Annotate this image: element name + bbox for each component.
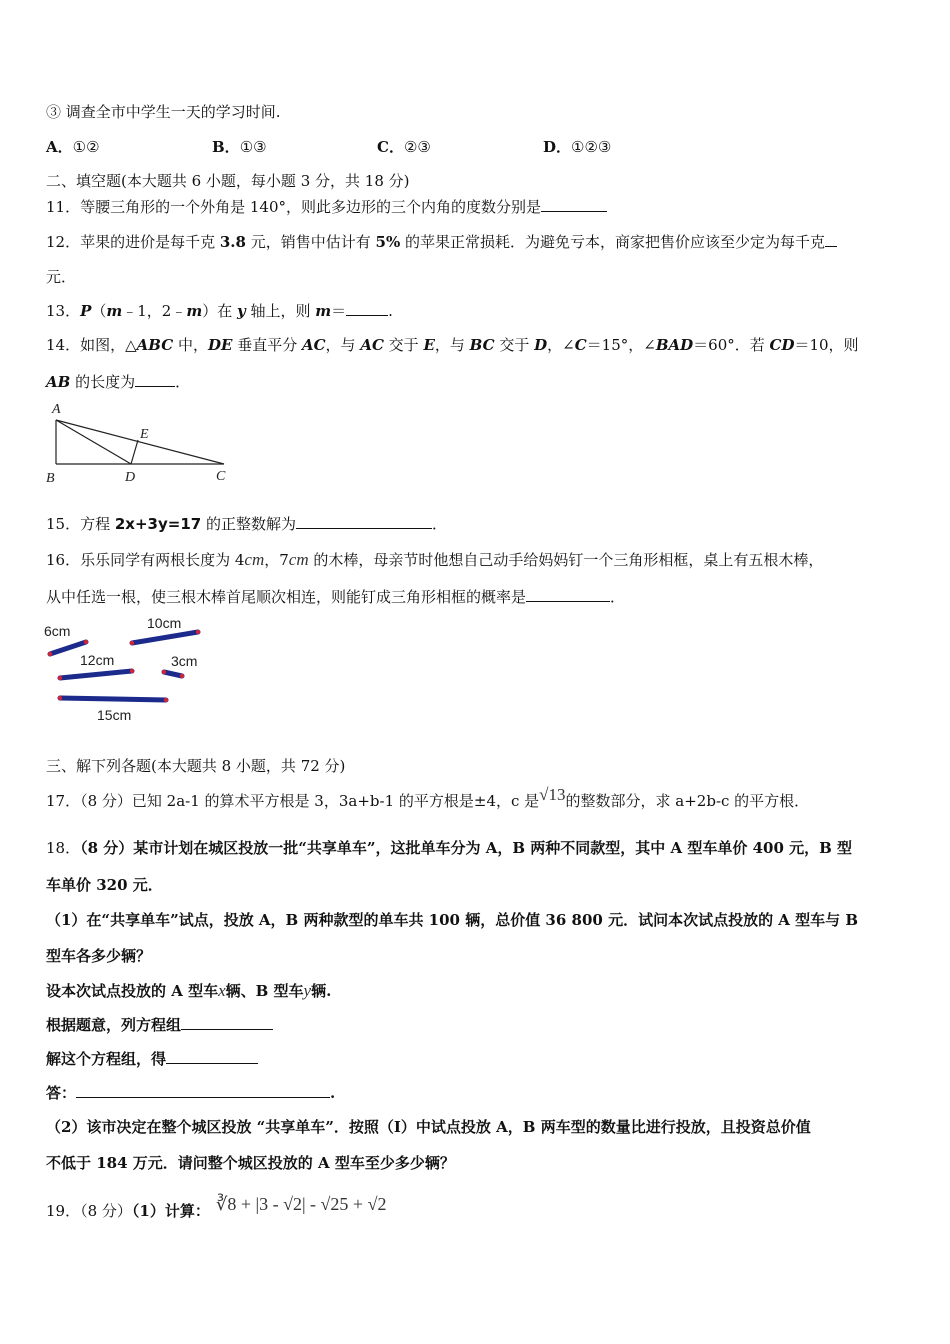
section3-heading: 三、解下列各题(本大题共 8 小题，共 72 分)	[46, 757, 346, 775]
q14-line1: 14．如图，△ABC 中，DE 垂直平分 AC，与 AC 交于 E，与 BC 交于 D，∠C＝15°，∠BAD＝60°．若 CD＝10，则	[46, 336, 859, 354]
q13: 13．P（m﹣1，2﹣m）在 y 轴上，则 m＝ .	[46, 302, 393, 320]
section2-heading: 二、填空题(本大题共 6 小题，每小题 3 分，共 18 分)	[46, 172, 410, 190]
sticks-figure	[40, 612, 230, 730]
stick-10cm	[132, 632, 198, 643]
q17: 17．（8 分）已知 2a-1 的算术平方根是 3，3a+b-1 的平方根是±4，c 是√13的整数部分，求 a+2b-c 的平方根．	[46, 785, 810, 810]
q18-part2-line2: 不低于 184 万元．请问整个城区投放的 A 型车至少多少辆？	[46, 1154, 455, 1172]
stick-12cm	[60, 671, 132, 678]
q19: 19．（8 分）（1）计算： ∛8 + |3 - √2| - √25 + √2	[46, 1194, 387, 1220]
q12-answer-blank	[825, 232, 837, 247]
stick-tip	[48, 652, 52, 656]
option-b: B．①③	[212, 138, 267, 156]
stick-label-6cm: 6cm	[44, 623, 71, 639]
q18-solution-blank	[166, 1049, 258, 1064]
stick-label-10cm: 10cm	[147, 615, 182, 631]
stick-tip	[196, 630, 200, 634]
stick-tip	[84, 640, 88, 644]
q16-line2: 从中任选一根，使三根木棒首尾顺次相连，则能钉成三角形相框的概率是 ．	[46, 588, 626, 606]
q16-line1: 16．乐乐同学有两根长度为 4cm，7cm 的木棒，母亲节时他想自己动手给妈妈钉一个三角形相框，桌上有五根木棒，	[46, 550, 824, 569]
q16-answer-blank	[526, 587, 610, 602]
segment-de	[131, 440, 138, 464]
q18-part1-line1: （1）在“共享单车”试点，投放 A，B 两种款型的单车共 100 辆，总价值 36 800 元．试问本次试点投放的 A 型车与 B	[46, 911, 859, 929]
option-d: D．①②③	[543, 138, 612, 156]
q18-equations-blank	[181, 1015, 273, 1030]
stick-tip	[58, 676, 62, 680]
q18-answer: 答： .	[46, 1084, 336, 1102]
q13-answer-blank	[346, 301, 388, 316]
stick-tip	[164, 698, 168, 702]
label-e: E	[140, 427, 149, 442]
q18-line1: 18．（8 分）某市计划在城区投放一批“共享单车”，这批单车分为 A，B 两种不同款型，其中 A 型车单价 400 元，B 型	[46, 839, 853, 857]
q12: 12．苹果的进价是每千克 3.8 元，销售中估计有 5% 的苹果正常损耗．为避免亏本，商家把售价应该至少定为每千克	[46, 232, 837, 252]
q10-item3: ③ 调查全市中学生一天的学习时间.	[46, 103, 281, 121]
q19-expression: ∛8 + |3 - √2| - √25 + √2	[215, 1194, 387, 1214]
option-a: A．①②	[46, 138, 100, 156]
label-c: C	[216, 469, 226, 484]
stick-tip	[180, 674, 184, 678]
q18-answer-blank	[76, 1083, 330, 1098]
stick-tip	[162, 670, 166, 674]
q11-answer-blank	[541, 197, 607, 212]
q11: 11．等腰三角形的一个外角是 140°，则此多边形的三个内角的度数分别是	[46, 197, 607, 217]
stick-label-15cm: 15cm	[97, 707, 132, 723]
q14-line2: AB 的长度为 ．	[46, 373, 191, 391]
stick-tip	[130, 641, 134, 645]
q18-equations: 根据题意，列方程组	[46, 1015, 273, 1035]
option-c: C．②③	[377, 138, 431, 156]
q18-line2: 车单价 320 元．	[46, 876, 163, 894]
stick-15cm	[60, 698, 166, 700]
stick-label-3cm: 3cm	[171, 653, 198, 669]
segment-ad	[56, 420, 131, 464]
label-b: B	[46, 471, 55, 486]
q12-line2: 元．	[46, 268, 77, 286]
q15-answer-blank	[296, 514, 432, 529]
stick-tip	[58, 696, 62, 700]
stick-label-12cm: 12cm	[80, 652, 115, 668]
q14-answer-blank	[135, 372, 175, 387]
label-d: D	[125, 470, 136, 485]
sqrt13: √13	[539, 785, 566, 804]
q18-solution: 解这个方程组，得	[46, 1049, 258, 1069]
stick-3cm	[164, 672, 182, 676]
q18-setup: 设本次试点投放的 A 型车x辆、B 型车y辆.	[46, 981, 332, 1000]
label-a: A	[52, 402, 61, 417]
q15: 15．方程 2x+3y=17 的正整数解为 ．	[46, 515, 448, 533]
triangle-figure	[40, 398, 240, 488]
q18-part1-line2: 型车各多少辆？	[46, 947, 152, 965]
stick-tip	[130, 669, 134, 673]
q18-part2-line1: （2）该市决定在整个城区投放 “共享单车”．按照（Ⅰ）中试点投放 A，B 两车型的数量比进行投放，且投资总价值	[46, 1118, 811, 1136]
